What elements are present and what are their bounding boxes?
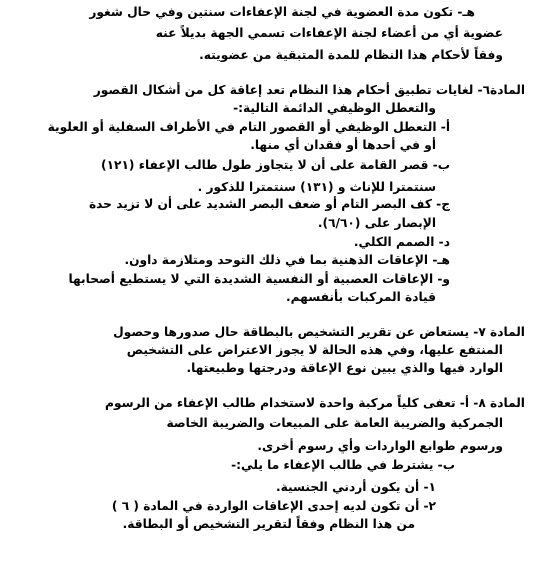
article-8-heading: المادة ٨- أ- تعفى كلياً مركبة واحدة لاستخدام طالب الإعفاء من الرسوم [105,396,525,410]
article-6-item-w-2: قيادة المركبات بأنفسهم. [286,290,436,304]
article-8-condition-2-b: من هذا النظام وفقاً لتقرير التشخيص أو البطاقة. [122,517,415,531]
article-6-item-c-1: ج- كف البصر التام أو ضعف البصر الشديد على أن لا تزيد حدة [88,197,450,211]
article-6-item-a-2: أو في أحدها أو فقدان أي منها. [250,138,436,152]
article-7-line-2: المنتفع عليها، وفي هذه الحالة لا يجوز الاعتراض على التشخيص [126,343,503,357]
line-clause-he-3: وفقاً لأحكام هذا النظام للمدة المتبقية من عضويته. [199,48,503,62]
article-8-condition-2-a: ٢- أن تكون لديه إحدى الإعاقات الواردة في المادة ( ٦ ) [111,499,436,513]
article-8-item-b: ب- يشترط في طالب الإعفاء ما يلي:- [231,458,455,472]
article-6-item-w-1: و- الإعاقات العصبية أو النفسية الشديدة التي لا يستطيع أصحابها [68,272,450,286]
article-8-line-2: الجمركية والضريبة العامة على المبيعات والضريبة الخاصة [166,416,503,430]
article-7-heading: المادة ٧- يستعاض عن تقرير التشخيص بالبطاقة حال صدورها وحصول [113,325,525,339]
article-8-condition-1: ١- أن يكون أردني الجنسية. [275,480,436,494]
article-6-item-d: د- الصمم الكلي. [353,235,450,249]
line-clause-he-1: هـ- تكون مدة العضوية في لجنة الإعفاءات سنتين وفي حال شغور [89,5,475,19]
article-6-item-a-1: أ- التعطل الوظيفي أو القصور التام في الأطراف السفلية أو العلوية [47,120,450,134]
article-8-line-3: ورسوم طوابع الواردات وأي رسوم أخرى. [257,439,503,453]
article-6-item-b-1: ب- قصر القامة على أن لا يتجاوز طول طالب الإعفاء (١٢١) [101,158,450,172]
article-6-item-he: هـ- الإعاقات الذهنية بما في ذلك التوحد ومتلازمة داون. [124,253,450,267]
article-6-heading: المادة٦- لغايات تطبيق أحكام هذا النظام تعد إعاقة كل من أشكال القصور [93,83,525,97]
article-6-item-b-2: سنتمترا للإناث و (١٣١) سنتمترا للذكور . [197,180,436,194]
article-6-item-c-2: الإبصار على (٦/٦٠). [317,216,436,230]
line-clause-he-2: عضوية أي من أعضاء لجنة الإعفاءات تسمي الجهة بديلاً عنه [155,26,503,40]
article-7-line-3: الوارد فيها والذي يبين نوع الإعاقة ودرجتها وطبيعتها. [186,361,503,375]
article-6-line-2: والتعطل الوظيفي الدائمة التالية:- [233,101,436,115]
